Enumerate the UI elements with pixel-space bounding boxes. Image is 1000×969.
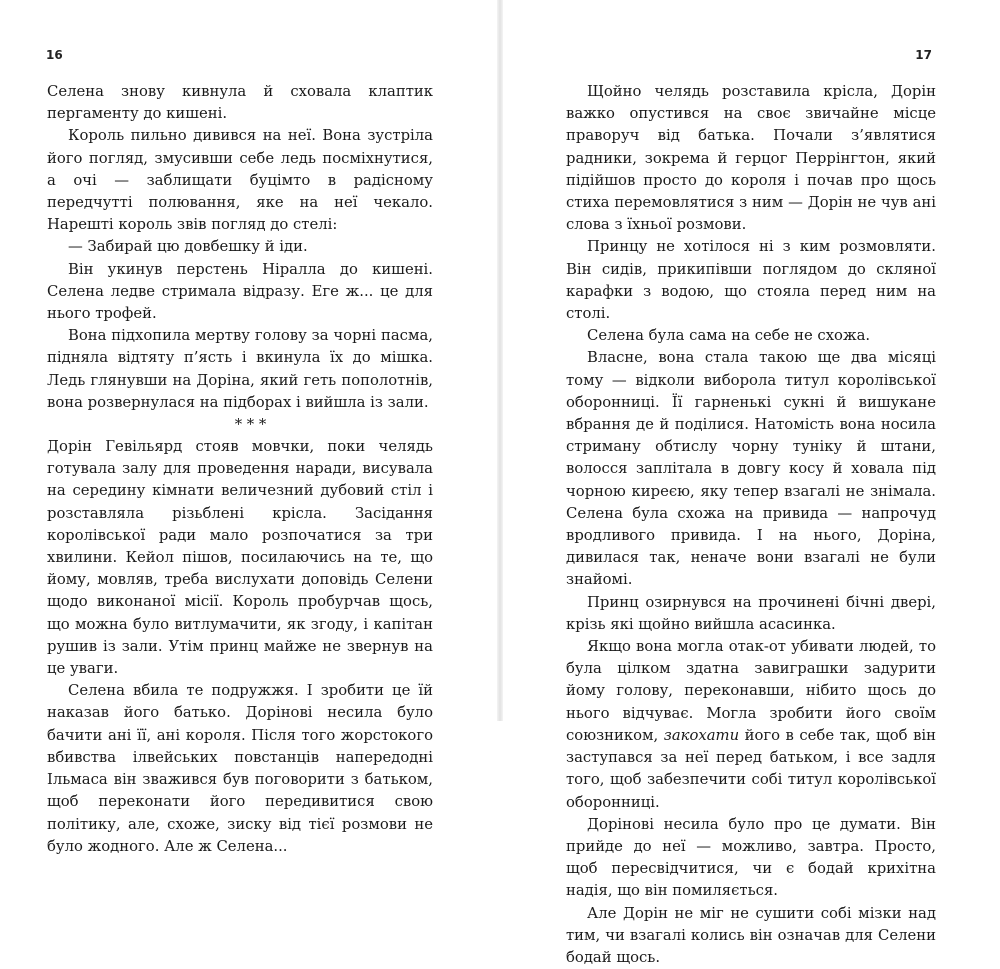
- paragraph: Принцу не хотілося ні з ким розмовляти. Він сидів, прикипівши поглядом до скляної карафки з водою, що стояла перед ним на столі.: [566, 238, 936, 323]
- paragraph: Дорінові несила було про це думати. Він прийде до неї — можливо, завтра. Просто, щоб пересвідчитися, чи є бодай крихітна надія, що він помиляється.: [566, 815, 936, 900]
- paragraph: Але Дорін не міг не сушити собі мізки над тим, чи взагалі колись він означав для Селени бодай щось.: [566, 904, 936, 966]
- italic-word: закохати: [663, 726, 740, 744]
- left-page: [0, 0, 500, 855]
- paragraph: Селена знову кивнула й сховала клаптик пергаменту до кишені.: [47, 83, 433, 123]
- paragraph: Власне, вона стала такою ще два місяці тому — відколи виборола титул королівської оборонниці. Її гарненькі сукні й вишукане вбрання де й поділися. Натомість вона носила стриману обтислу чорну туніку й штани, волосся заплітала в довгу косу й ховала під чорною киреєю, яку тепер взагалі не знімала. Селена була схожа на привида — напрочуд вродливого привида. І на нього, Доріна, дивилася так, неначе вони взагалі не були знайомі.: [566, 349, 936, 589]
- section-separator: * * *: [234, 416, 267, 434]
- paragraph-text: Якщо вона могла отак-от убивати людей, то була цілком здатна завиграшки задурити йому голову, переконавши, нібито щось до нього відчуває. Могла зробити його своїм союзником,: [566, 638, 936, 744]
- paragraph: Селена була сама на себе не схожа.: [587, 327, 871, 345]
- page-number-left: 16: [46, 48, 63, 62]
- paragraph: Дорін Гевільярд стояв мовчки, поки челядь готувала залу для проведення наради, висувала на середину кімнати величезний дубовий стіл і розставляла різьблені крісла. Засідання королівської ради мало розпочатися за три хвилини. Кейол пішов, посилаючись на те, що йому, мовляв, треба вислухати доповідь Селени щодо виконаної місії. Король пробурчав щось, що можна було витлумачити, як згоду, і капітан рушив із зали. Утім принц майже не звернув на це уваги.: [47, 438, 433, 678]
- paragraph: Вона підхопила мертву голову за чорні пасма, підняла відтяту п’ясть і вкинула їх до мішка. Ледь глянувши на Доріна, який геть пополотнів, вона розвернулася на підборах і вийшла із зали.: [47, 327, 433, 411]
- left-page-text: [47, 81, 433, 858]
- paragraph: Король пильно дивився на неї. Вона зустріла його погляд, змусивши себе ледь посміхнутися, а очі — заблищати буцімто в радісному передчутті полювання, яке на неї чекало. Нарешті король звів погляд до стелі:: [47, 127, 433, 234]
- right-page-text: [566, 81, 936, 969]
- page-number-right: 17: [915, 48, 932, 62]
- paragraph: — Забирай цю довбешку й іди.: [68, 238, 308, 256]
- paragraph-text: його в себе так, щоб він заступався за неї перед батьком, і все задля того, щоб забезпечити собі титул королівської оборонниці.: [566, 726, 936, 811]
- paragraph: Селена вбила те подружжя. І зробити це їй наказав його батько. Дорінові несила було бачити ані її, ані короля. Після того жорстокого вбивства ілвейських повстанців напередодні Ільмаса він зважився був поговорити з батьком, щоб переконати його передивитися свою політику, але, схоже, зиску від тієї розмови не було жодного. Але ж Селена...: [47, 682, 433, 855]
- paragraph: [566, 636, 936, 814]
- right-page: [500, 0, 1000, 966]
- paragraph: Принц озирнувся на прочинені бічні двері, крізь які щойно вийшла асасинка.: [566, 593, 936, 633]
- paragraph: Щойно челядь розставила крісла, Дорін важко опустився на своє звичайне місце праворуч від батька. Почали з’являтися радники, зокрема й герцог Перрінгтон, який підійшов просто до короля і почав про щось стиха перемовлятися з ним — Дорін не чув ані слова з їхньої розмови.: [566, 83, 936, 234]
- paragraph: Він укинув перстень Ніралла до кишені. Селена ледве стримала відразу. Еге ж... це для нього трофей.: [47, 260, 433, 323]
